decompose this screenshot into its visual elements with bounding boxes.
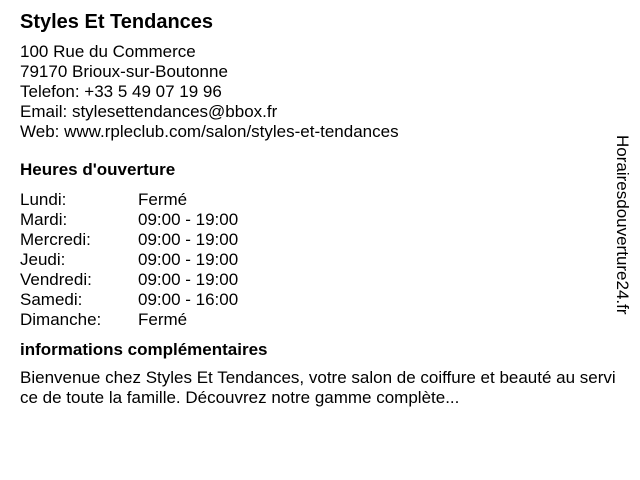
opening-hours-table	[20, 190, 238, 330]
hours-time: 09:00 - 19:00	[138, 230, 239, 249]
hours-time: 09:00 - 19:00	[138, 210, 239, 229]
hours-time: Fermé	[138, 190, 188, 209]
info-heading: informations complémentaires	[20, 340, 268, 359]
hours-row	[20, 230, 238, 250]
contact-block	[20, 42, 620, 142]
street-address: 100 Rue du Commerce	[20, 42, 196, 61]
hours-time: 09:00 - 19:00	[138, 250, 239, 269]
city-address: 79170 Brioux-sur-Boutonne	[20, 62, 228, 81]
hours-heading: Heures d'ouverture	[20, 160, 176, 179]
info-description: Bienvenue chez Styles Et Tendances, votre salon de coiffure et beauté au service de toute la famille. Découvrez notre gamme complète...	[20, 368, 616, 407]
business-card	[20, 10, 620, 408]
hours-row	[20, 270, 238, 290]
hours-row	[20, 190, 238, 210]
website-line[interactable]: Web: www.rpleclub.com/salon/styles-et-tendances	[20, 122, 399, 141]
hours-time: 09:00 - 16:00	[138, 290, 239, 309]
hours-row	[20, 210, 238, 230]
hours-day: Lundi:	[20, 190, 67, 209]
hours-day: Mardi:	[20, 210, 68, 229]
hours-day: Jeudi:	[20, 250, 66, 269]
hours-day: Vendredi:	[20, 270, 92, 289]
phone-line[interactable]: Telefon: +33 5 49 07 19 96	[20, 82, 222, 101]
email-line[interactable]: Email: stylesettendances@bbox.fr	[20, 102, 278, 121]
site-watermark: Horairesdouverture24.fr	[613, 135, 632, 315]
hours-day: Mercredi:	[20, 230, 91, 249]
hours-time: 09:00 - 19:00	[138, 270, 239, 289]
business-name: Styles Et Tendances	[20, 11, 214, 33]
hours-time: Fermé	[138, 310, 188, 329]
hours-row	[20, 290, 238, 310]
hours-row	[20, 310, 238, 330]
hours-day: Dimanche:	[20, 310, 102, 329]
hours-day: Samedi:	[20, 290, 83, 309]
hours-row	[20, 250, 238, 270]
